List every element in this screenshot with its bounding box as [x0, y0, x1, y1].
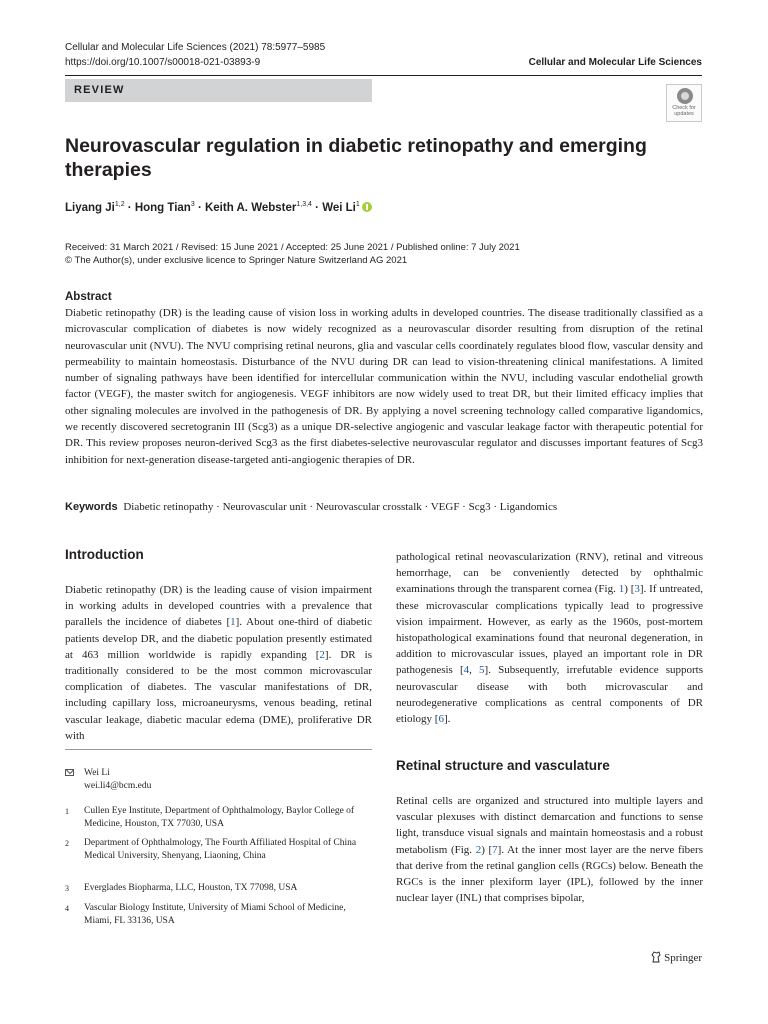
citation-link[interactable]: 4 [463, 664, 470, 677]
journal-citation: Cellular and Molecular Life Sciences (2021) 78:5977–5985 [65, 42, 326, 53]
keywords [65, 501, 557, 513]
footnote-divider [65, 749, 372, 750]
doi-link[interactable]: https://doi.org/10.1007/s00018-021-03893-9 [65, 57, 261, 68]
figure-link[interactable]: 1 [618, 583, 625, 596]
introduction-left-column: Diabetic retinopathy (DR) is the leading cause of vision impairment in working adults in developed countries with a prevalence that parallels the incidence of diabetes [1]. About one-third of diabetic patients develop DR, and the diabetic population presently estimated at 463 million worldwide is rapidly expanding [2]. DR is traditionally considered to be the most common microvascular complication of diabetes. The vascular manifestations of DR, including capillary loss, microaneurysms, venous beading, retinal vascular leakage, diabetic macular edema (DME), proliferative DR with [65, 584, 373, 742]
figure-link[interactable]: 2 [475, 843, 482, 856]
abstract-heading: Abstract [65, 291, 112, 303]
journal-header [65, 40, 325, 70]
author[interactable]: Keith A. Webster$^{1,3,4}$ [204, 201, 312, 214]
introduction-heading: Introduction [65, 547, 144, 562]
publication-dates [65, 241, 520, 267]
corresponding-author [65, 767, 372, 793]
affiliation-item: 4 Vascular Biology Institute, University of Miami School of Medicine, Miami, FL 33136, USA [65, 903, 346, 926]
author[interactable]: Wei Li$^1$ [322, 201, 360, 214]
header-divider [65, 75, 702, 76]
journal-name: Cellular and Molecular Life Sciences [528, 57, 702, 68]
check-for-updates-icon [677, 88, 693, 104]
affiliation-item: 2 Department of Ophthalmology, The Fourth Affiliated Hospital of China Medical University, Shenyang, Liaoning, China [65, 838, 357, 861]
citation-link[interactable]: 3 [634, 583, 640, 596]
keywords-text: Diabetic retinopathy · Neurovascular unit · Neurovascular crosstalk · VEGF · Scg3 · Ligandomics [123, 501, 558, 513]
citation-link[interactable]: 1 [230, 616, 236, 629]
keywords-heading: Keywords [65, 501, 118, 513]
envelope-icon [65, 769, 74, 776]
citation-link[interactable]: 7 [492, 843, 498, 856]
springer-horse-icon [651, 951, 661, 963]
author-list: Liyang Ji$^{1,2}$ · Hong Tian$^3$ · Keith A. Webster$^{1,3,4}$ · Wei Li$^1$ [65, 201, 372, 214]
retinal-structure-text: Retinal cells are organized and structured into multiple layers and vascular plexuses with distinct demarcation and functions to sense light, transduce visual signals and maintain homeostasis and a robust metabolism (Fig. 2) [7]. At the inner most layer are the nerve fibers that derive from the retinal ganglion cells (RGCs) below. Beneath the RGCs is the inner plexiform layer (IPL), followed by the inner nuclear layer (INL) that comprises bipolar, [396, 795, 703, 905]
affiliation-item: 1 Cullen Eye Institute, Department of Ophthalmology, Baylor College of Medicine, Houston, TX 77030, USA [65, 806, 355, 829]
history-dates: Received: 31 March 2021 / Revised: 15 June 2021 / Accepted: 25 June 2021 / Published online: 7 July 2021 [65, 242, 520, 253]
corresponding-email[interactable]: wei.li4@bcm.edu [84, 781, 152, 791]
author[interactable]: Liyang Ji$^{1,2}$ [65, 201, 125, 214]
check-for-updates-badge[interactable]: Check for updates [666, 84, 702, 122]
publisher-footer [651, 951, 702, 964]
introduction-right-column: pathological retinal neovascularization (RNV), retinal and vitreous hemorrhage, can be conveniently detected by ophthalmic examinations through the transparent cornea (Fig. 1) [3]. If untreated, these microvascular complications typically lead to progressive vision impairment. However, as early as the 1960s, post-mortem histopathological examinations found that neuronal degeneration, in addition to microvascular issues, played an important role in DR pathogenesis [4, 5]. Subsequently, irrefutable evidence supports neurovascular disease with both microvascular and neurodegenerative complications as central components of DR etiology [6]. [396, 551, 704, 726]
retinal-structure-heading: Retinal structure and vasculature [396, 758, 610, 773]
citation-link[interactable]: 5 [479, 664, 485, 677]
publisher-name: Springer [664, 952, 702, 964]
orcid-icon[interactable] [362, 202, 372, 212]
article-title: Neurovascular regulation in diabetic retinopathy and emerging therapies [65, 135, 647, 181]
affiliation-item: 3 Everglades Biopharma, LLC, Houston, TX 77098, USA [65, 883, 298, 893]
article-type-band: REVIEW [65, 79, 372, 102]
corresponding-name: Wei Li [84, 768, 110, 778]
citation-link[interactable]: 6 [438, 713, 444, 726]
author[interactable]: Hong Tian$^3$ [134, 201, 195, 214]
citation-link[interactable]: 2 [319, 648, 325, 661]
abstract-text: Diabetic retinopathy (DR) is the leading cause of vision loss in working adults in developed countries. The disease traditionally classified as a microvascular complication of diabetes is now widely recognized as a neurovascular disorder resulting from disruption of the retinal neurovascular unit (NVU). The NVU comprising retinal neurons, glia and vascular cells coordinately regulates blood flow, vascular density and permeability to maintain homeostasis. Disturbance of the NVU during DR can lead to vision-threatening clinical manifestations. A limited number of signaling pathways have been identified for intercellular communication within the NVU, including vascular endothelial growth factor (VEGF), the master switch for angiogenesis. VEGF inhibitors are now widely used to treat DR, but their limited efficacy implies that other signaling molecules are involved in the pathogenesis of DR. By applying a novel screening technology called comparative ligandomics, we recently discovered secretogranin III (Scg3) as a unique DR-selective angiogenic and vascular leakage factor with therapeutic potential for DR. This review proposes neuron-derived Scg3 as the first diabetes-selective neurovascular regulator and discusses important features of Scg3 inhibition for next-generation disease-targeted anti-angiogenic therapies of DR. [65, 307, 703, 466]
copyright: © The Author(s), under exclusive licence to Springer Nature Switzerland AG 2021 [65, 255, 408, 266]
